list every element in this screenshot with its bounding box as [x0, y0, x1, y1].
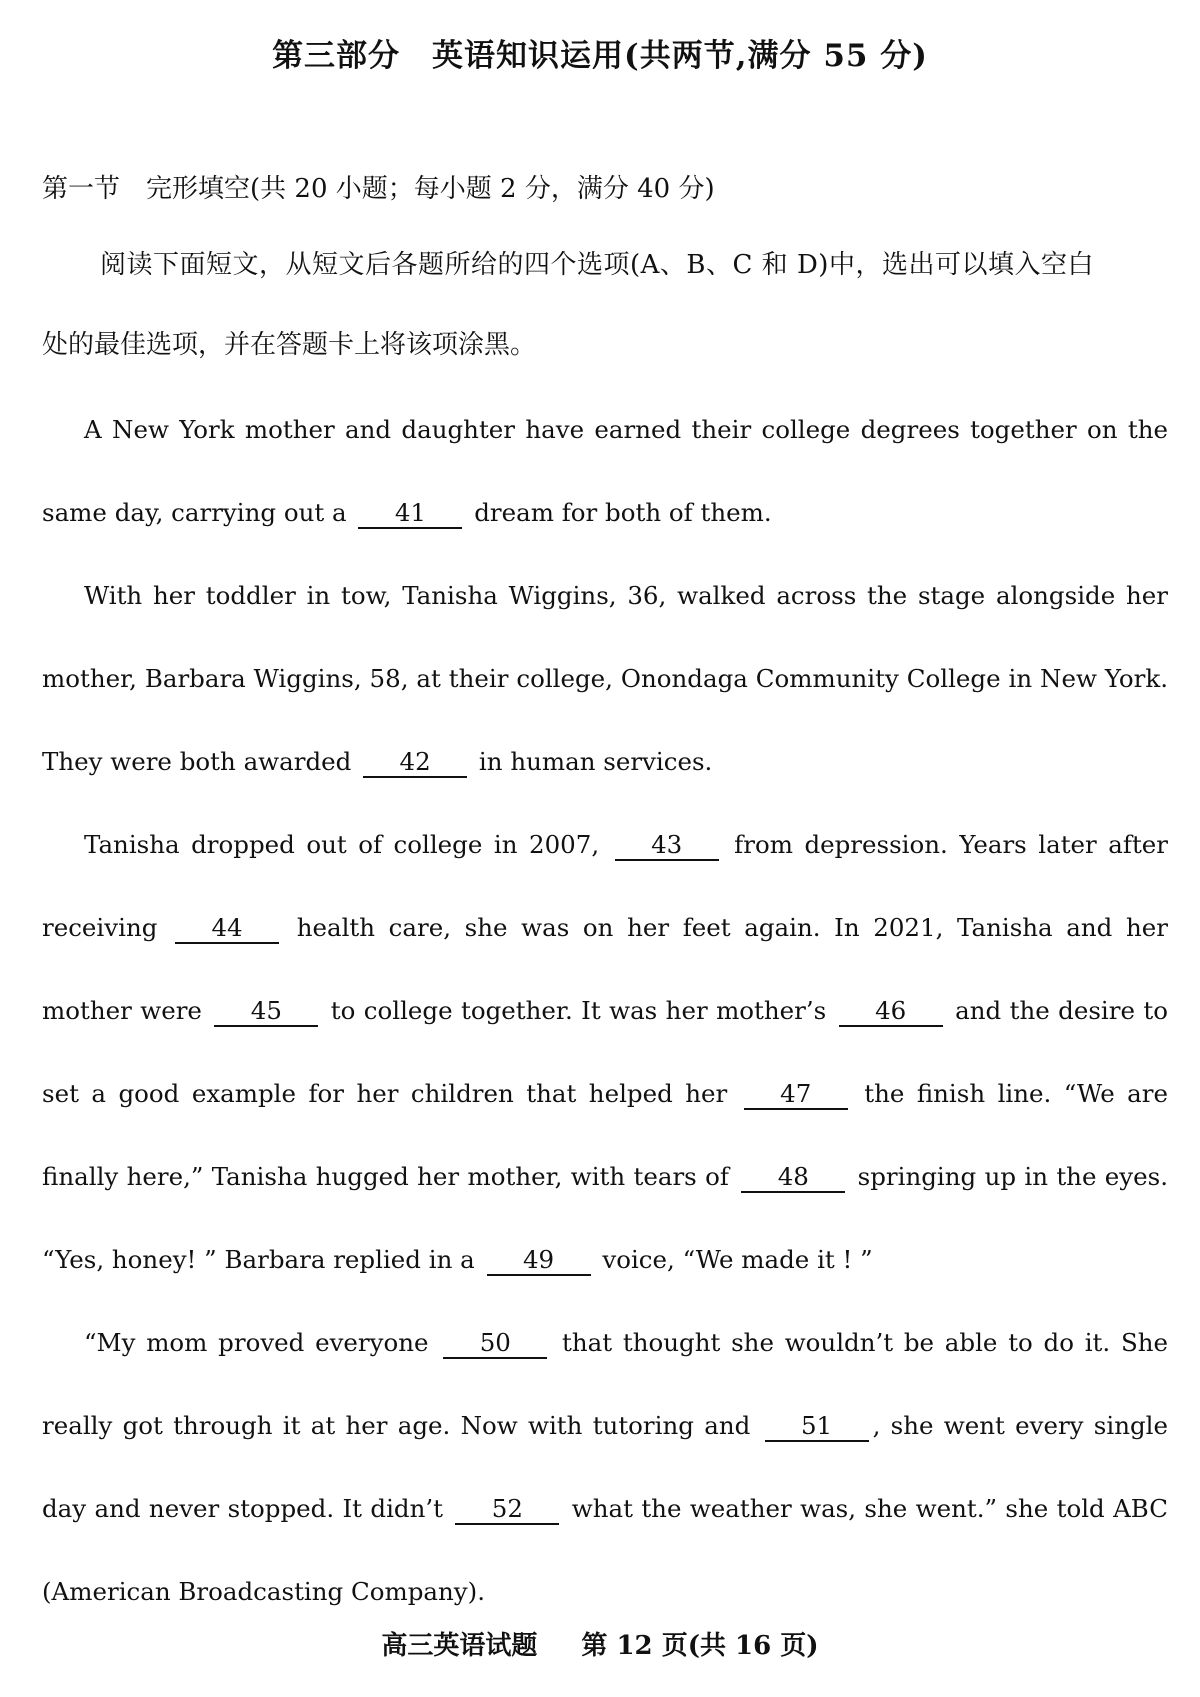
instructions-line-2: 处的最佳选项，并在答题卡上将该项涂黑。: [42, 330, 537, 360]
footer-page-number: 第 12 页(共 16 页): [581, 1631, 819, 1661]
passage-text: dream for both of them.: [474, 498, 772, 527]
passage-text: that thought she wouldn’t be able to do it. She really got through it at her age. Now with tutoring and: [42, 1328, 1169, 1440]
blank-50: 50: [443, 1329, 547, 1359]
passage-text: springing up in the eyes. “Yes, honey! ” Barbara replied in a: [42, 1162, 1169, 1274]
blank-47: 47: [744, 1080, 848, 1110]
passage-text: , she went every single day and never stopped. It didn’t: [42, 1411, 1168, 1523]
passage-text: health care, she was on her feet again. In 2021, Tanisha and her mother were: [42, 913, 1168, 1025]
section-label: 第一节: [42, 174, 121, 204]
passage-text: the finish line. “We are finally here,” Tanisha hugged her mother, with tears of: [42, 1079, 1168, 1191]
passage-text: A New York mother and daughter have earned their college degrees together on the same day, carrying out a: [42, 415, 1168, 527]
blank-46: 46: [839, 997, 943, 1027]
blank-49: 49: [487, 1246, 591, 1276]
blank-44: 44: [175, 914, 279, 944]
cloze-passage: [42, 388, 1168, 1633]
instructions-line-1: 阅读下面短文，从短文后各题所给的四个选项(A、B、C 和 D)中，选出可以填入空白: [100, 250, 1094, 280]
footer-subject: 高三英语试题: [381, 1631, 538, 1661]
page-footer: [0, 1625, 1200, 1662]
passage-text: in human services.: [478, 747, 713, 776]
passage-text: what the weather was, she went.” she told ABC (American Broadcasting Company).: [42, 1494, 1168, 1606]
part-title: 第三部分 英语知识运用(共两节,满分 55 分): [272, 38, 928, 74]
passage-text: and the desire to set a good example for her children that helped her: [42, 996, 1168, 1108]
passage-text: Tanisha dropped out of college in 2007,: [84, 830, 600, 859]
passage-text: With her toddler in tow, Tanisha Wiggins, 36, walked across the stage alongside her mother, Barbara Wiggins, 58, at their college, Onondaga Community College in New York. They were both awarded: [42, 581, 1168, 776]
passage-paragraph-3: [42, 803, 1168, 1301]
passage-paragraph-4: [42, 1301, 1168, 1633]
passage-paragraph-2: [42, 554, 1168, 803]
blank-43: 43: [615, 831, 719, 861]
passage-text: “My mom proved everyone: [84, 1328, 429, 1357]
blank-51: 51: [765, 1412, 869, 1442]
blank-48: 48: [741, 1163, 845, 1193]
passage-paragraph-1: [42, 388, 1168, 554]
blank-45: 45: [214, 997, 318, 1027]
section-heading: [42, 168, 715, 205]
section-title: 完形填空(共 20 小题；每小题 2 分，满分 40 分): [146, 174, 715, 204]
blank-42: 42: [363, 748, 467, 778]
passage-text: from depression. Years later after receiving: [42, 830, 1169, 942]
blank-52: 52: [455, 1495, 559, 1525]
passage-text: voice, “We made it ! ”: [602, 1245, 873, 1274]
blank-41: 41: [358, 499, 462, 529]
passage-text: to college together. It was her mother’s: [330, 996, 827, 1025]
